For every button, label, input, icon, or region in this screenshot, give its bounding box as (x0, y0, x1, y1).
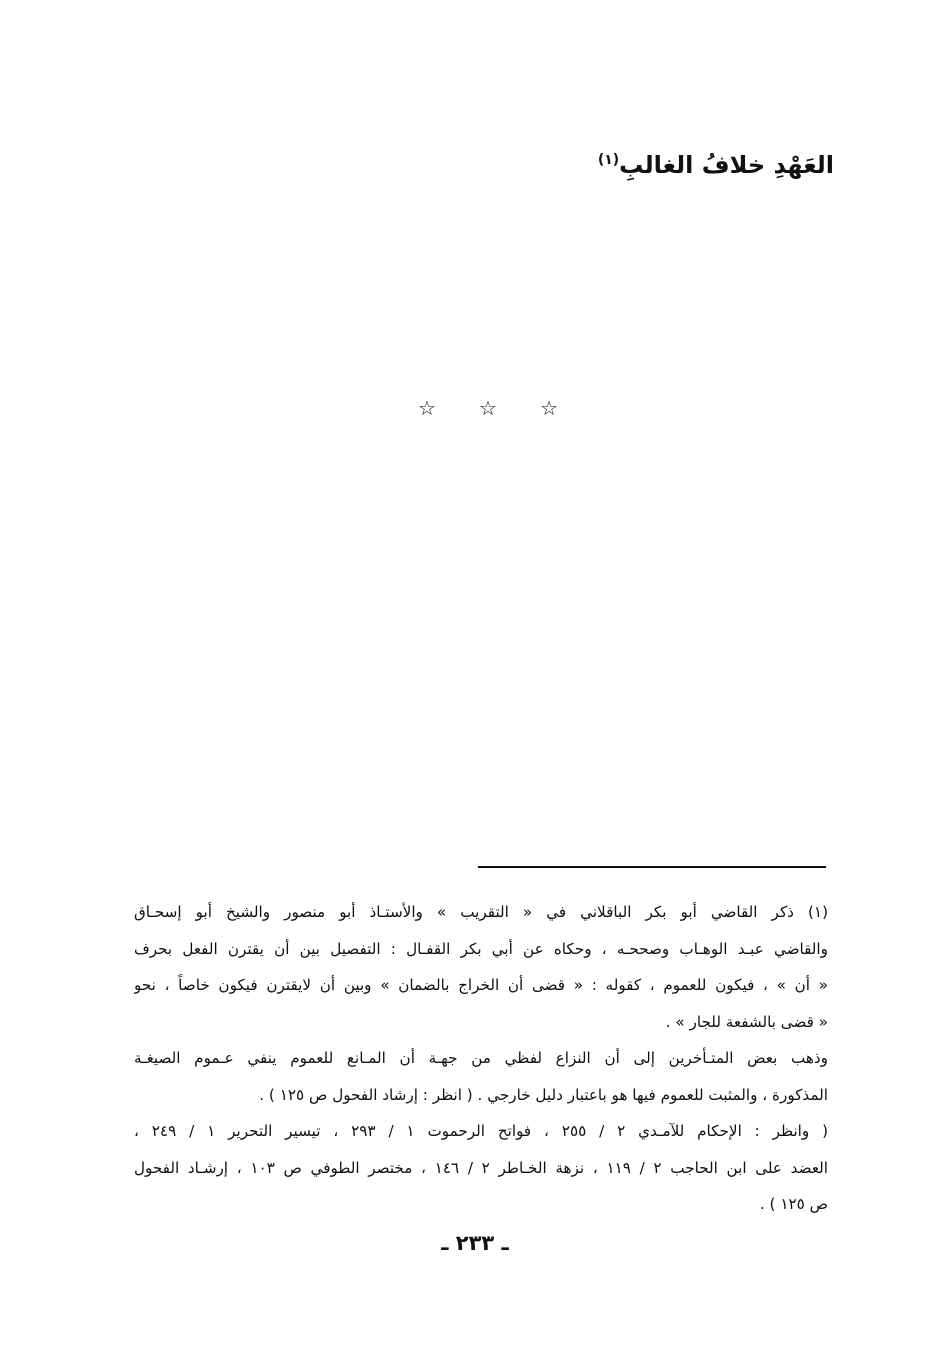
star-icon: ☆ (540, 396, 558, 420)
footnote-divider (478, 866, 826, 868)
section-separator (418, 393, 558, 423)
footnote-line: المذكورة ، والمثبت للعموم فيها هو باعتبار دليل خارجي . ( انظر : إرشاد الفحول ص ١٢٥ ) . (259, 1085, 828, 1104)
star-icon: ☆ (479, 396, 497, 420)
footnote-line: العضد على ابن الحاجب ٢ / ١١٩ ، نزهة الخـاطر ٢ / ١٤٦ ، مختصر الطوفي ص ١٠٣ ، إرشـاد الفحول (134, 1158, 828, 1177)
footnote-line: « قضى بالشفعة للجار » . (665, 1012, 828, 1031)
footnote-line: (١) ذكر القاضي أبو بكر الباقلاني في « التقريب » والأستـاذ أبو منصور والشيخ أبو إسحـاق (134, 903, 828, 921)
page-number: ـ ٢٣٣ ـ (441, 1231, 509, 1255)
footnote-line: ص ١٢٥ ) . (759, 1195, 828, 1213)
heading-text: العَهْدِ خلافُ الغالبِ (619, 151, 834, 179)
section-heading (598, 140, 834, 185)
footnote-line: ( وانظر : الإحكام للآمـدي ٢ / ٢٥٥ ، فواتح الرحموت ١ / ٢٩٣ ، تيسير التحرير ١ / ٢٤٩ ، (134, 1122, 828, 1140)
heading-footnote-ref: (١) (597, 152, 620, 168)
star-icon: ☆ (418, 396, 436, 420)
footnote-line: « أن » ، فيكون للعموم ، كقوله : « قضى أن الخراج بالضمان » وبين أن لايقترن فيكون خاصاً ، نحو (134, 976, 828, 994)
footnote-line: والقاضي عبـد الوهـاب وصححـه ، وحكاه عن أبي بكر القفـال : التفصيل بين أن يقترن الفعل بحرف (134, 939, 828, 958)
footnote-line: وذهب بعض المتـأخرين إلى أن النزاع لفظي من جهـة أن المـانع للعموم ينفي عـموم الصيغـة (134, 1049, 828, 1067)
footnote-block (134, 894, 828, 1223)
